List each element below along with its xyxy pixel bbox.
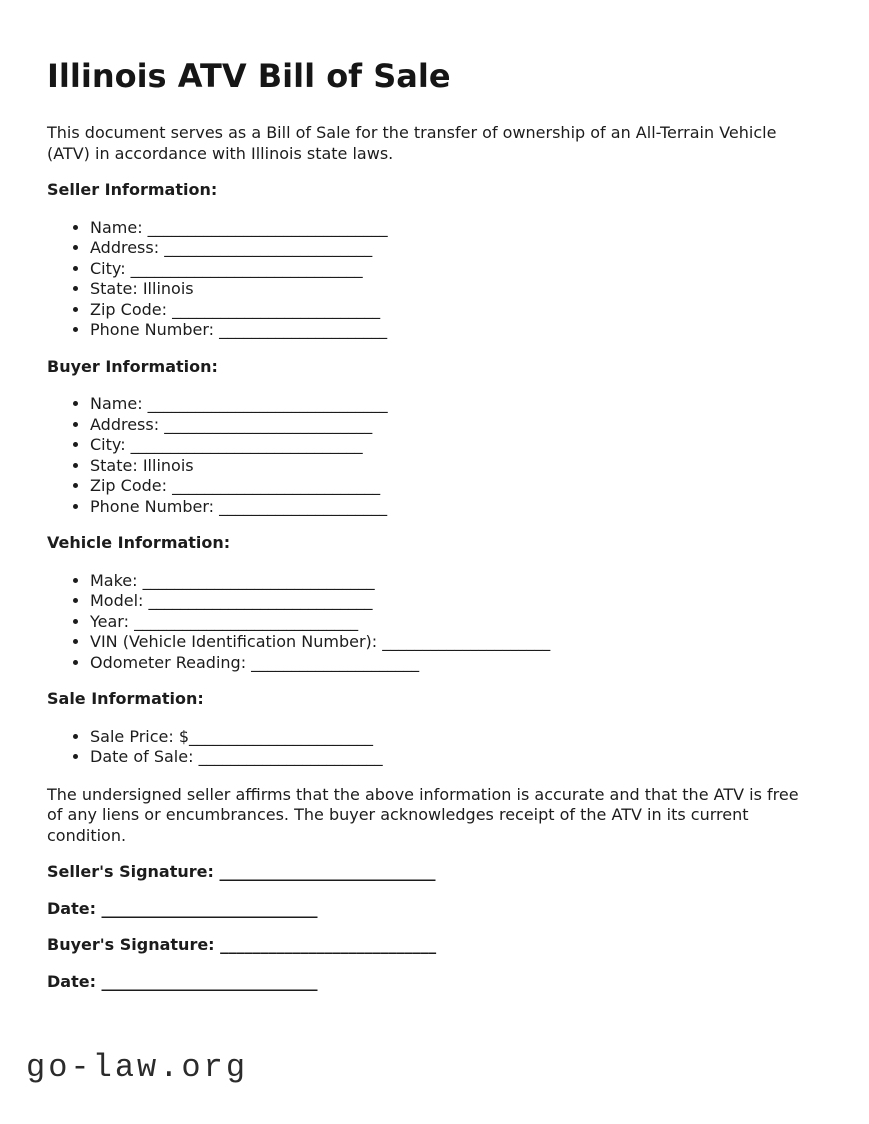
buyer-address-line: • Address: __________________________ xyxy=(90,415,814,436)
vehicle-year-line: • Year: ____________________________ xyxy=(90,612,814,633)
section-heading-seller: Seller Information: xyxy=(47,180,218,200)
buyer-zip-line: • Zip Code: __________________________ xyxy=(90,476,814,497)
vehicle-vin-line: • VIN (Vehicle Identification Number): _____________________ xyxy=(90,632,814,653)
seller-city-line: • City: _____________________________ xyxy=(90,259,814,280)
section-heading-buyer: Buyer Information: xyxy=(47,356,218,376)
sale-date-line: • Date of Sale: _______________________ xyxy=(90,747,814,768)
buyer-city-line: • City: _____________________________ xyxy=(90,435,814,456)
seller-signature-date-line: Date: ___________________________ xyxy=(47,898,318,918)
buyer-name-line: • Name: ______________________________ xyxy=(90,394,814,415)
seller-info-list xyxy=(47,218,814,341)
section-heading-sale: Sale Information: xyxy=(47,689,204,709)
buyer-signature-date-line: Date: ___________________________ xyxy=(47,971,318,991)
vehicle-info-list xyxy=(47,571,814,674)
seller-address-line: • Address: __________________________ xyxy=(90,238,814,259)
seller-signature-line: Seller's Signature: ___________________________ xyxy=(47,862,436,882)
vehicle-odometer-line: • Odometer Reading: _____________________ xyxy=(90,653,814,674)
seller-phone-line: • Phone Number: _____________________ xyxy=(90,320,814,341)
sale-info-list xyxy=(47,727,814,768)
seller-state-line: • State: Illinois xyxy=(90,279,814,300)
sale-price-line: • Sale Price: $_______________________ xyxy=(90,727,814,748)
seller-zip-line: • Zip Code: __________________________ xyxy=(90,300,814,321)
page-title: Illinois ATV Bill of Sale xyxy=(47,57,451,95)
seller-name-line: • Name: ______________________________ xyxy=(90,218,814,239)
section-heading-vehicle: Vehicle Information: xyxy=(47,533,231,553)
buyer-signature-line: Buyer's Signature: ___________________________ xyxy=(47,935,437,955)
buyer-info-list xyxy=(47,394,814,517)
footer-watermark: go-law.org xyxy=(26,1049,249,1086)
vehicle-make-line: • Make: _____________________________ xyxy=(90,571,814,592)
affirmation-paragraph: The undersigned seller affirms that the above information is accurate and that the ATV is free of any liens or encumbrances. The buyer acknowledges receipt of the ATV in its current condition. xyxy=(47,784,799,845)
vehicle-model-line: • Model: ____________________________ xyxy=(90,591,814,612)
buyer-phone-line: • Phone Number: _____________________ xyxy=(90,497,814,518)
buyer-state-line: • State: Illinois xyxy=(90,456,814,477)
intro-paragraph: This document serves as a Bill of Sale for the transfer of ownership of an All-Terrain Vehicle (ATV) in accordance with Illinois state laws. xyxy=(47,123,777,163)
